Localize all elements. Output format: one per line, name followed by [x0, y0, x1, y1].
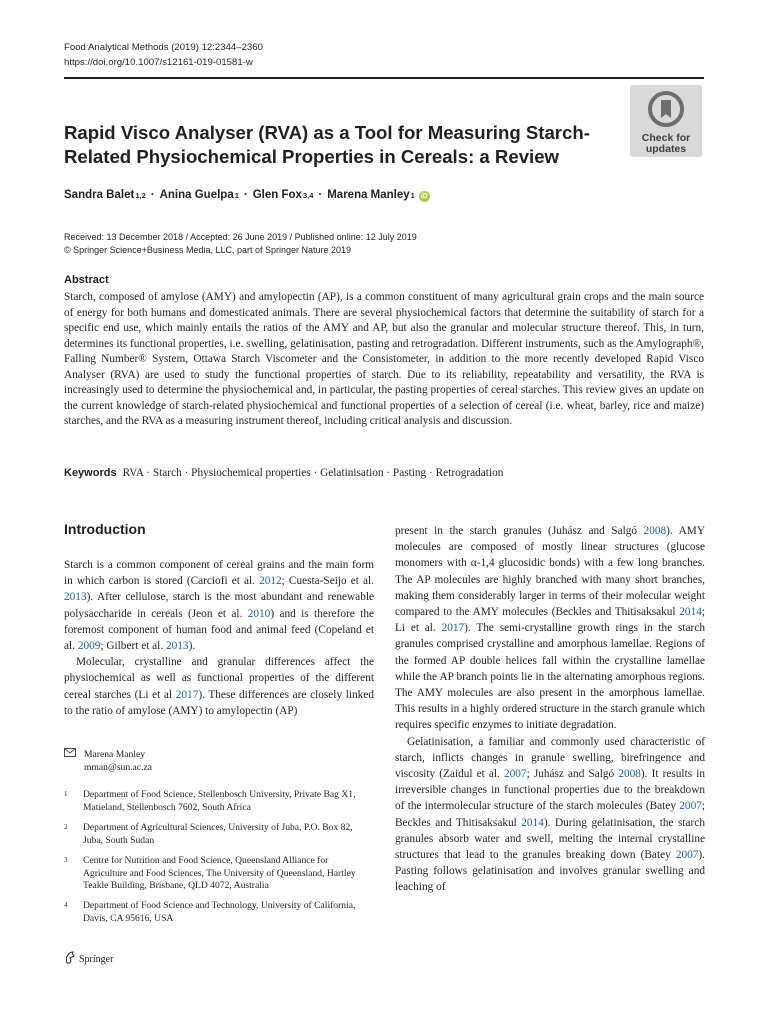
paragraph: present in the starch granules (Juhász and Salgó 2008). AMY molecules are composed of mostly linear structures (glucose monomers with α-1,4 glucosidic bonds) with a few long branches. The AP molecules are highly branched with many short branches, making them considerably larger in terms of their molecular weight compared to the AMY molecules (Beckles and Thitisaksakul 2014; Li et al. 2017). The semi-crystalline growth rings in the starch granules comprised crystalline and amorphous lamellae. Regions of the formed AP double helices fall within the crystalline lamellae while the AP branch points lie in the alternating amorphous regions. The AMY molecules are also present in the amorphous lamellae. This results in a highly ordered structure in the starch granule which requires specific enzymes to initiate degradation.: [395, 525, 705, 732]
header-rule: [64, 77, 704, 79]
keyword: Starch: [152, 467, 182, 479]
author-separator: ·: [318, 189, 323, 201]
paragraph: Gelatinisation, a familiar and commonly used characteristic of starch, inflicts changes in granule swelling, birefringence and viscosity (Zaidul et al. 2007; Juhász and Salgó 2008). It results in irreversible changes in functional properties due to the breakdown of the intermolecular structure of the starch molecules (Batey 2007; Beckles and Thitisaksakul 2014). During gelatinisation, the starch granules absorb water and swell, melting the internal crystalline structures that lead to the granules breaking down (Batey 2007). Pasting follows gelatinisation and involves granular swelling and leaching of: [395, 735, 705, 894]
affiliation: [64, 900, 374, 925]
citation-link[interactable]: 2008: [618, 768, 641, 781]
abstract-heading: Abstract: [64, 274, 109, 286]
citation-link[interactable]: 2007: [503, 768, 527, 781]
keyword-separator: ·: [383, 467, 393, 479]
keyword: Retrogradation: [435, 467, 504, 479]
keywords-label: Keywords: [64, 467, 117, 479]
author-separator: ·: [243, 189, 248, 201]
cfu-line-1: Check for: [641, 132, 691, 144]
affiliation: [64, 855, 374, 893]
author-name[interactable]: Sandra Balet: [64, 189, 135, 201]
author-name[interactable]: Glen Fox: [252, 189, 302, 201]
right-column: [395, 523, 705, 896]
citation-link[interactable]: 2017: [441, 622, 465, 635]
affiliation-number: 2: [64, 823, 68, 831]
received-dates: Received: 13 December 2018 / Accepted: 26 June 2019 / Published online: 12 July 2019: [64, 232, 417, 242]
keyword-separator: ·: [143, 467, 153, 479]
abstract-text: Starch, composed of amylose (AMY) and amylopectin (AP), is a common constituent of many agricultural grain crops and the main source of energy for both humans and domesticated animals. There are several physiochemical factors that determine the suitability of starch for a specific end use, which mainly entails the ratios of the AMY and AP, but also the granular and molecular structure thereof. This, in turn, determines its functional properties, i.e. swelling, gelatinisation, pasting and retrogradation. Different instruments, such as the Amylograph®, Falling Number® System, Ottawa Starch Viscometer and the Consistometer, in addition to the more recently developed Rapid Visco Analyser (RVA) are used to study the functional properties of starch. Due to its reliability, repeatability and versatility, the RVA is increasingly used to determine the physiochemical and, in particular, the pasting properties of cereal starches. This review gives an update on the current knowledge of starch-related physiochemical and functional properties of a selection of cereal (i.e. wheat, barley, rice and maize) starches, and the RVA as a measuring instrument thereof, including critical analysis and discussion.: [64, 291, 704, 427]
corresponding-author: Marena Manley: [84, 749, 146, 760]
keyword: Physiochemical properties: [191, 467, 311, 479]
publisher-footer: [64, 951, 113, 967]
introduction-heading: Introduction: [64, 521, 146, 537]
envelope-icon: [64, 748, 76, 774]
author-affil: 1: [410, 191, 415, 200]
check-for-updates-badge[interactable]: [630, 85, 702, 157]
copyright-line: © Springer Science+Business Media, LLC, part of Springer Nature 2019: [64, 245, 352, 255]
affiliation-number: 4: [64, 901, 68, 909]
email-link[interactable]: mman@sun.ac.za: [84, 762, 152, 773]
affiliation-number: 3: [64, 856, 68, 864]
affiliation-text: Centre for Nutrition and Food Science, Queensland Alliance for Agriculture and Food Sciences, The University of Queensland, Hartley Teakle Building, Brisbane, QLD 4072, Australia: [83, 855, 356, 891]
citation-link[interactable]: 2013: [64, 591, 87, 604]
keyword-separator: ·: [426, 467, 436, 479]
author-affil: 1: [234, 191, 239, 200]
publication-dates: [64, 231, 417, 257]
affiliation-text: Department of Food Science and Technology, University of California, Davis, CA 95616, USA: [83, 900, 356, 924]
correspondence: [64, 748, 152, 774]
citation-link[interactable]: 2014: [679, 606, 702, 619]
citation-link[interactable]: 2013: [165, 640, 189, 653]
affiliation: [64, 822, 374, 847]
paragraph: Molecular, crystalline and granular differences affect the physiochemical as well as functional properties of the different cereal starches (Li et al 2017). These differences are closely linked to the ratio of amylose (AMY) to amylopectin (AP): [64, 656, 374, 717]
cfu-line-2: updates: [645, 143, 687, 155]
author-affil: 1,2: [135, 191, 146, 200]
citation-link[interactable]: 2017: [175, 688, 199, 701]
citation-link[interactable]: 2007: [679, 800, 702, 813]
author-name[interactable]: Marena Manley: [327, 189, 410, 201]
keywords-line: [64, 467, 503, 479]
bookmark-ring-icon: [647, 90, 685, 128]
keyword: RVA: [122, 467, 144, 479]
article-title: Rapid Visco Analyser (RVA) as a Tool for Measuring Starch-Related Physiochemical Properties in Cereals: a Review: [64, 122, 590, 167]
keyword-separator: ·: [181, 467, 192, 479]
citation-link[interactable]: 2012: [259, 575, 282, 588]
affiliation: [64, 789, 374, 814]
keyword: Gelatinisation: [320, 467, 384, 479]
affiliation-text: Department of Food Science, Stellenbosch University, Private Bag X1, Matieland, Stellenbosch 7602, South Africa: [83, 789, 356, 813]
author-name[interactable]: Anina Guelpa: [159, 189, 234, 201]
keyword: Pasting: [392, 467, 427, 479]
doi-link[interactable]: https://doi.org/10.1007/s12161-019-01581-w: [64, 57, 253, 68]
citation-link[interactable]: 2010: [247, 607, 271, 620]
paragraph: Starch is a common component of cereal grains and the main form in which carbon is stored (Carciofi et al. 2012; Cuesta-Seijo et al. 2013). After cellulose, starch is the most abundant and renewable polysaccharide in cereals (Jeon et al. 2010) and is therefore the foremost component of human food and animal feed (Copeland et al. 2009; Gilbert et al. 2013).: [64, 559, 374, 653]
affiliation-number: 1: [64, 790, 68, 798]
left-column: [64, 557, 374, 719]
citation-link[interactable]: 2009: [77, 640, 101, 653]
publisher-name: Springer: [79, 953, 114, 965]
citation-link[interactable]: 2007: [675, 849, 699, 862]
citation-link[interactable]: 2008: [643, 525, 667, 537]
author-separator: ·: [150, 189, 155, 201]
citation-link[interactable]: 2014: [521, 816, 544, 829]
journal-citation: Food Analytical Methods (2019) 12:2344–2360: [64, 42, 263, 53]
affiliation-text: Department of Agricultural Sciences, University of Juba, P.O. Box 82, Juba, South Sudan: [83, 822, 353, 846]
running-header: [64, 40, 263, 70]
keyword-separator: ·: [310, 467, 321, 479]
author-affil: 3,4: [302, 191, 314, 200]
springer-horse-icon: [64, 951, 76, 967]
orcid-icon[interactable]: iD: [420, 193, 428, 200]
author-list: [64, 189, 430, 202]
